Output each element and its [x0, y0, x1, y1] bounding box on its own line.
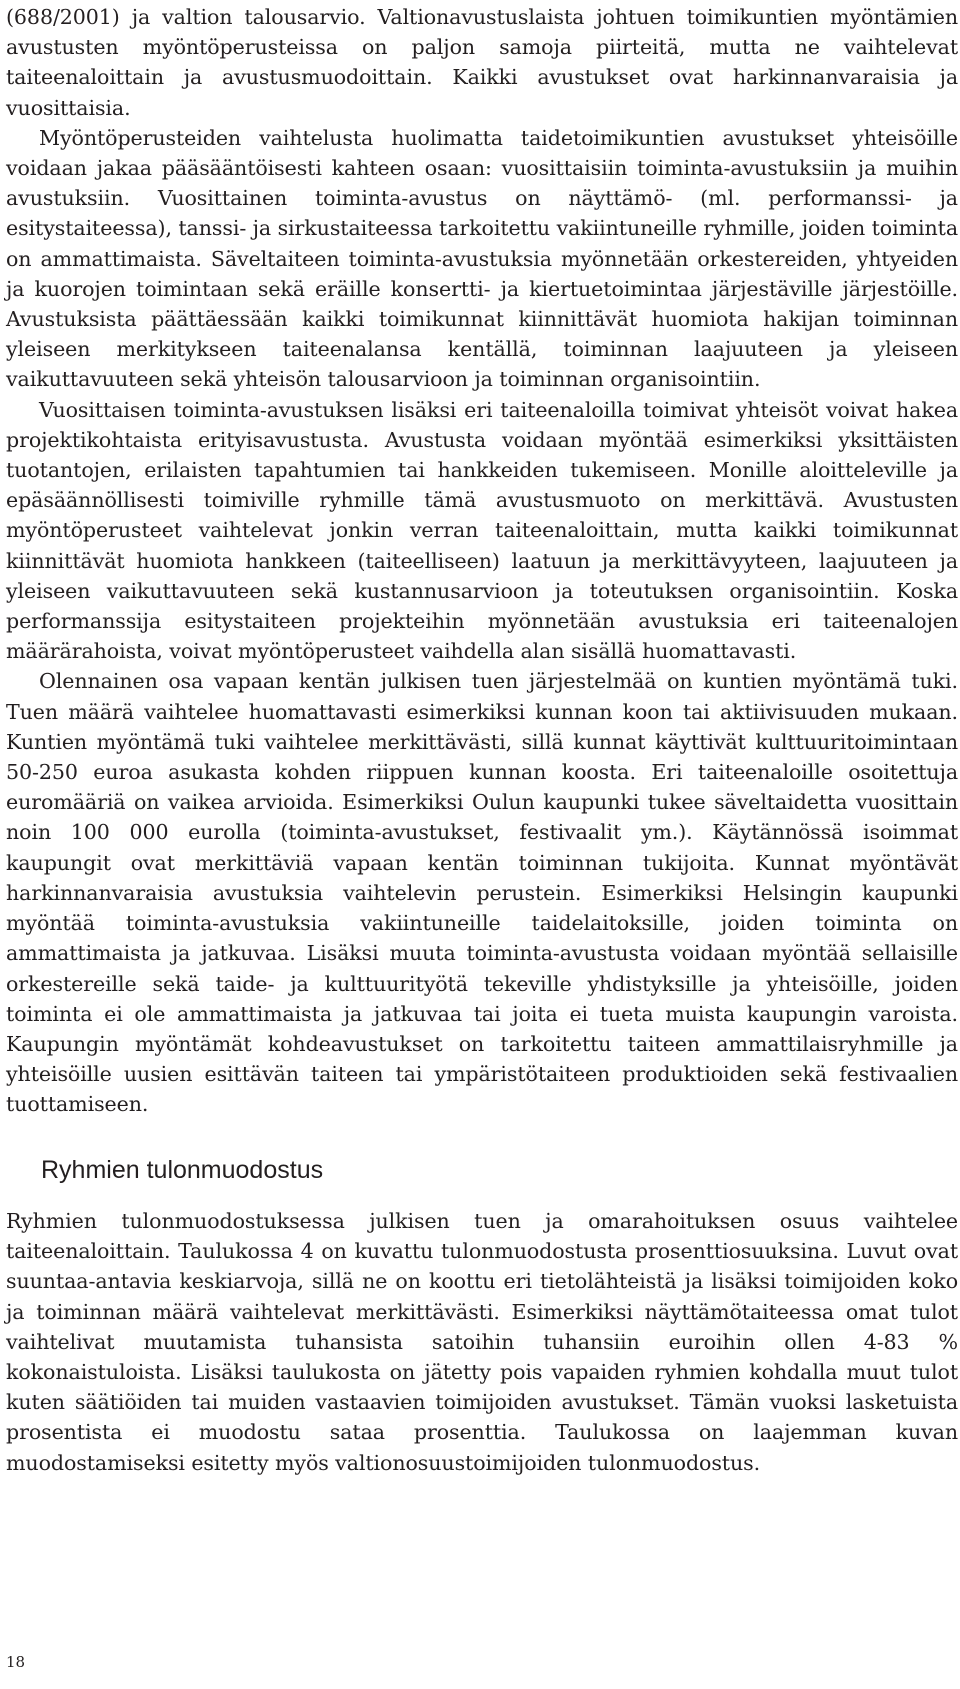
section-text	[6, 1206, 958, 1478]
section-heading: Ryhmien tulonmuodostus	[41, 1156, 324, 1184]
paragraph-3: Vuosittaisen toiminta-avustuksen lisäksi eri taiteenaloilla toimivat yhteisöt voivat hakea projektikohtaista erityisavustusta. Avustusta voidaan myöntää esimerkiksi yksittäisten tuotantojen, erilaisten tapahtumien tai hankkeiden tukemiseen. Monille aloitteleville ja epäsäännöllisesti toimiville ryhmille tämä avustusmuoto on merkittävä. Avustusten myöntöperusteet vaihtelevat jonkin verran taiteenaloittain, mutta kaikki toimikunnat kiinnittävät huomiota hankkeen (taiteelliseen) laatuun ja merkittävyyteen, laajuuteen ja yleiseen vaikuttavuuteen sekä kustannusarvioon ja toteutuksen organisointiin. Koska performanssija esitystaiteen projekteihin myönnetään avustuksia eri taiteenalojen määrärahoista, voivat myöntöperusteet vaihdella alan sisällä huomattavasti.	[6, 397, 958, 664]
paragraph-1: (688/2001) ja valtion talousarvio. Valtionavustuslaista johtuen toimikuntien myöntämien avustusten myöntöperusteissa on paljon samoja piirteitä, mutta ne vaihtelevat taiteenaloittain ja avustusmuodoittain. Kaikki avustukset ovat harkinnanvaraisia ja vuosittaisia.	[6, 5, 958, 120]
paragraph-4: Olennainen osa vapaan kentän julkisen tuen järjestelmää on kuntien myöntämä tuki. Tuen määrä vaihtelee huomattavasti esimerkiksi kunnan koon tai aktiivisuuden mukaan. Kuntien myöntämä tuki vaihtelee merkittävästi, sillä kunnat käyttivät kulttuuritoimintaan 50-250 euroa asukasta kohden riippuen kunnan koosta. Eri taiteenaloille osoitettuja euromääriä on vaikea arvioida. Esimerkiksi Oulun kaupunki tukee säveltaidetta vuosittain noin 100 000 eurolla (toiminta-avustukset, festivaalit ym.). Käytännössä isoimmat kaupungit ovat merkittäviä vapaan kentän toiminnan tukijoita. Kunnat myöntävät harkinnanvaraisia avustuksia vaihtelevin perustein. Esimerkiksi Helsingin kaupunki myöntää toiminta-avustuksia vakiintuneille taidelaitoksille, joiden toiminta on ammattimaista ja jatkuvaa. Lisäksi muuta toiminta-avustusta voidaan myöntää sellaisille orkestereille sekä taide- ja kulttuurityötä tekeville yhdistyksille ja yhteisöille, joiden toiminta ei ole ammattimaista ja jatkuvaa tai joita ei tueta muista kaupungin varoista. Kaupungin myöntämät kohdeavustukset on tarkoitettu taiteen ammattilaisryhmille ja yhteisöille uusien esittävän taiteen tai ympäristötaiteen produktioiden sekä festivaalien tuottamiseen.	[6, 669, 958, 1117]
paragraph-2: Myöntöperusteiden vaihtelusta huolimatta taidetoimikuntien avustukset yhteisöille voidaan jakaa pääsääntöisesti kahteen osaan: vuosittaisiin toiminta-avustuksiin ja muihin avustuksiin. Vuosittainen toiminta-avustus on näyttämö- (ml. performanssi- ja esitystaiteessa), tanssi- ja sirkustaiteessa tarkoitettu vakiintuneille ryhmille, joiden toiminta on ammattimaista. Säveltaiteen toiminta-avustuksia myönnetään orkestereiden, yhtyeiden ja kuorojen toimintaan sekä eräille konsertti- ja kiertuetoimintaa järjestäville järjestöille. Avustuksista päättäessään kaikki toimikunnat kiinnittävät huomiota hakijan toiminnan yleiseen merkitykseen taiteenalansa kentällä, toiminnan laajuuteen ja yleiseen vaikuttavuuteen sekä yhteisön talousarvioon ja toiminnan organisointiin.	[6, 125, 958, 392]
page-number: 18	[6, 1653, 26, 1671]
body-text	[6, 2, 958, 1120]
section-paragraph: Ryhmien tulonmuodostuksessa julkisen tuen ja omarahoituksen osuus vaihtelee taiteenaloittain. Taulukossa 4 on kuvattu tulonmuodostusta prosenttiosuuksina. Luvut ovat suuntaa-antavia keskiarvoja, sillä ne on koottu eri tietolähteistä ja lisäksi toimijoiden koko ja toiminnan määrä vaihtelevat merkittävästi. Esimerkiksi näyttämötaiteessa omat tulot vaihtelivat muutamista tuhansista satoihin tuhansiin euroihin ollen 4-83 % kokonaistuloista. Lisäksi taulukosta on jätetty pois vapaiden ryhmien kohdalla muut tulot kuten säätiöiden tai muiden vastaavien toimijoiden avustukset. Tämän vuoksi lasketuista prosentista ei muodostu sataa prosenttia. Taulukossa on laajemman kuvan muodostamiseksi esitetty myös valtionosuustoimijoiden tulonmuodostus.	[6, 1209, 958, 1475]
